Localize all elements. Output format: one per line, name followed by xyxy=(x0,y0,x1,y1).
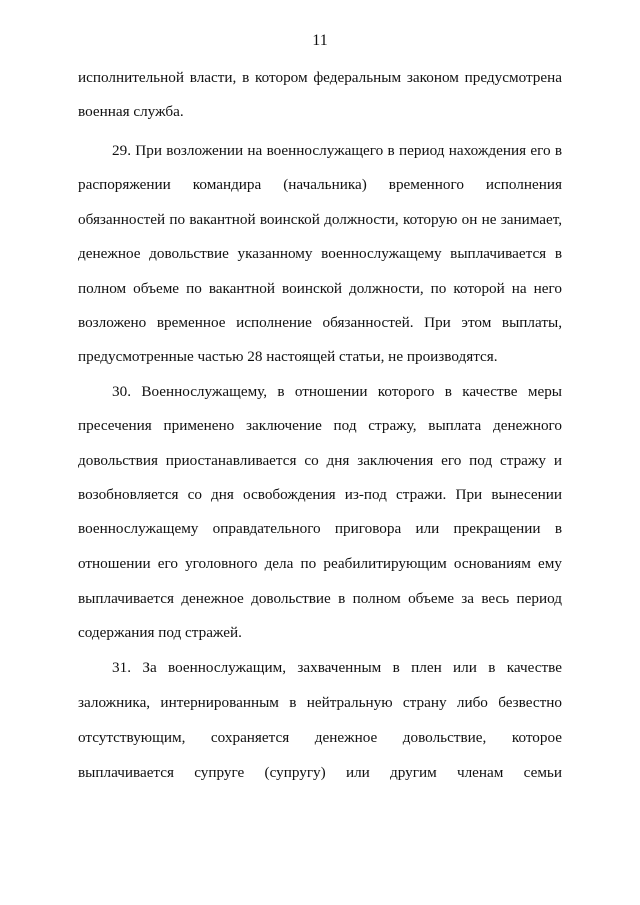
text-line: распоряжении командира (начальника) временного исполнения xyxy=(78,176,562,193)
text-line: содержания под стражей. xyxy=(78,624,242,641)
text-line: довольствия приостанавливается со дня заключения его под стражу и xyxy=(78,452,562,469)
page-number: 11 xyxy=(312,32,328,49)
text-line: обязанностей по вакантной воинской должности, которую он не занимает, xyxy=(78,211,562,228)
text-line: полном объеме по вакантной воинской должности, по которой на него xyxy=(78,280,562,297)
paragraph-29-start: 29. При возложении на военнослужащего в период нахождения его в xyxy=(112,142,562,159)
text-line: отношении его уголовного дела по реабилитирующим основаниям ему xyxy=(78,555,562,572)
paragraph-31-start: 31. За военнослужащим, захваченным в плен или в качестве xyxy=(112,659,562,676)
text-line: пресечения применено заключение под стражу, выплата денежного xyxy=(78,417,562,434)
text-line: военная служба. xyxy=(78,103,184,120)
text-line: военнослужащему оправдательного приговора или прекращении в xyxy=(78,520,562,537)
text-line: выплачивается супруге (супругу) или другим членам семьи xyxy=(78,764,562,781)
text-line: отсутствующим, сохраняется денежное довольствие, которое xyxy=(78,729,562,746)
text-line: возобновляется со дня освобождения из-под стражи. При вынесении xyxy=(78,486,562,503)
paragraph-30-start: 30. Военнослужащему, в отношении которого в качестве меры xyxy=(112,383,562,400)
text-line: предусмотренные частью 28 настоящей статьи, не производятся. xyxy=(78,348,498,365)
text-line: заложника, интернированным в нейтральную страну либо безвестно xyxy=(78,694,562,711)
text-line: денежное довольствие указанному военнослужащему выплачивается в xyxy=(78,245,562,262)
text-line: исполнительной власти, в котором федеральным законом предусмотрена xyxy=(78,69,562,86)
text-line: возложено временное исполнение обязанностей. При этом выплаты, xyxy=(78,314,562,331)
text-line: выплачивается денежное довольствие в полном объеме за весь период xyxy=(78,590,562,607)
